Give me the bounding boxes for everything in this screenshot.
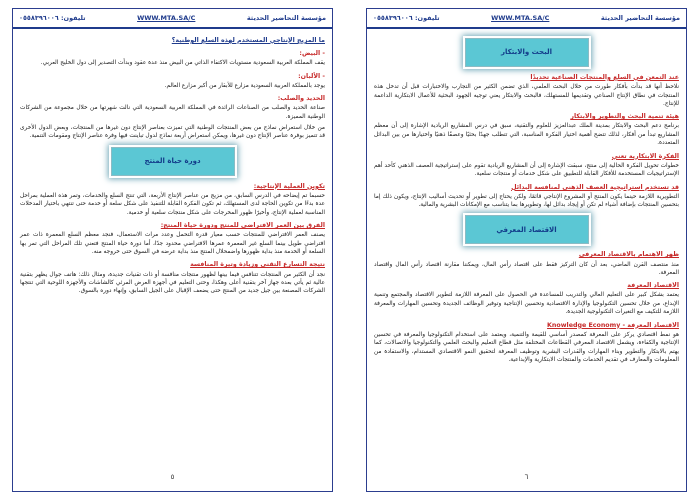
knowledge-economy-heading: الاقتصاد المعرفة - Knowledge Economy (547, 321, 679, 329)
dairy-paragraph: يوجد بالمملكة العربية السعودية مزارع للأبقار من أكبر مزارع العالم. (164, 82, 325, 89)
page-header (367, 9, 686, 29)
steel-paragraph: صناعة الحديد والصلب من الصناعات الرائدة في المملكة العربية السعودية التي نالت شهرتها من خلال مجموعة من الشركات الوطنية المميزة. (20, 105, 325, 120)
page-number: ٥ (170, 473, 175, 481)
research-paragraph: نلاحظ أنها قد بدأت بأفكار طورت من خلال البحث العلمي، الذي تضمن الكثير من التجارب والاختبارات قبل أن تدخل هذه المنتجات في نطاق الإنتاج الصناعي وتقديمها للمستهلك، فالبحث والابتكار يعني توجيه الجهود البحثية للأعمال الابتكارية الداعمة للإنتاج. (374, 84, 679, 107)
section-banner-knowledge-economy: الاقتصاد المعرفي (465, 215, 589, 244)
strategy-heading: قد تستخدم استراتيجية العصف الذهني لمنافسة البدائل (511, 183, 679, 191)
page-6 (366, 8, 687, 492)
process-heading: تكوين العملية الإنتاجية: (253, 182, 325, 190)
intro-paragraph: من خلال استعراض نماذج من بعض المنتجات الوطنية التي تميزت بعناصر الإنتاج دون غيرها من المنتجات، وبعض الدول الأخرى قد تتميز بوفرة عناصر الإنتاج دون غيرها، ويمكن استعراض أربعة نماذج لدول تباينت فيها وفرة عناصر الإنتاج ومقومات التنمية. (20, 125, 325, 140)
question-heading: ما المزيج الإنتاجي المستخدم لهذه السلع الوطنية؟ (171, 37, 325, 44)
eggs-heading: - البيض: (299, 50, 325, 58)
institute-name: مؤسسة التحاضير الحديثة (246, 14, 326, 22)
org-paragraph: برنامج دعم البحث والابتكار بمدينة الملك عبدالعزيز للعلوم والتقنية، سبق في درس المشاريع الريادية الإشارة إلى أن معظم المشاريع تبدأ من أفكار، لذلك تتضح أهمية اختيار الفكرة المناسبة، التي تتطلب جهدًا بحثيًا وعصفًا ذهنيًا واختيارها من بين البدائل المتعددة. (374, 123, 679, 147)
institute-name: مؤسسة التحاضير الحديثة (600, 14, 680, 22)
section-banner-research: البحث والابتكار (465, 38, 589, 67)
page-content (367, 29, 686, 364)
banner-wrapper (374, 38, 679, 67)
website-link[interactable]: WWW.MTA.SA/C (137, 14, 196, 22)
website-link[interactable]: WWW.MTA.SA/C (491, 14, 550, 22)
idea-heading: الفكرة الابتكارية تعني (611, 152, 679, 160)
strategy-paragraph: التطويرية اللازمة حينما يكون المنتج أو المشروع الإنتاجي قائمًا، ولكن يحتاج إلى تطوير أو تحديث أساليب الإنتاج، ويكون ذلك إما بتحسين المنتجات بإضافة أشياء لم تكن أو إيجاد بدائل لها، وتطويرها بما يتناسب مع الإمكانات البشرية والمالية. (374, 193, 679, 209)
result-paragraph: نجد أن الكثير من المنتجات تتنافس فيما بينها لظهور منتجات منافسة أو ذات تقنيات جديدة، ومثال ذلك: هاتف جوال يظهر بتقنية عالية ثم يأتي بعده جهاز آخر بتقنية أعلى وهكذا، وحتى التعليم في أجهزة العرض المرئي كالشاشات والأجهزة اللوحية التي تنتجها الشركات المصنعة بين جيل جديد من المنتج حتى يضعف الإقبال على الجيل السابق، وإنهاء دوره بالسوق. (20, 271, 325, 295)
steel-heading: الحديد والصلب: (277, 95, 325, 103)
difference-heading: الفرق بين العمر الافتراضي للمنتج ودورة حياة المنتج: (160, 222, 325, 230)
knowledge-economy-paragraph: هو نمط اقتصادي يركز على المعرفة كمصدر أساسي للقيمة والتنمية، ويعتمد على استخدام التكنولوجيا والمعرفة في تحسين الإنتاجية والكفاءة، ويشمل الاقتصاد المعرفي القطاعات المختلفة مثل قطاع التعليم والبحث العلمي والتكنولوجيا والاتصالات، كما يهتم بالابتكار والتطوير وبناء المهارات والقدرات البشرية وتوظيف المعرفة لتحقيق النمو الاقتصادي المستدام، والاستفادة من المعلومات والمعارف في تقديم الخدمات والمنتجات الابتكارية والإبداعية. (374, 331, 679, 363)
economy-heading: الاقتصاد المعرفة (627, 282, 679, 290)
dairy-heading: - الألبان: (298, 72, 325, 80)
page-header (13, 9, 332, 29)
result-heading: نتيجة التسارع التقني وزيادة وتيرة المنافسة (190, 261, 325, 269)
org-heading: هيئة تنمية البحث والتطوير والابتكار (570, 113, 679, 121)
banner-wrapper (374, 215, 679, 244)
difference-paragraph: يصنف العمر الافتراضي للمنتجات حسب معيار قدرة التحمل وعدد مرات الاستعمال، فنجد معظم السلع المعمرة ذات عمر افتراضي طويل بينما السلع غير المعمرة عمرها الافتراضي محدود جدًا، أما دورة حياة المنتج فتعني تلك المراحل التي تمر بها السلعة أو الخدمة منذ بداية ظهورها واضمحلال المنتج منذ بداية عرضه في السوق حتى خروجه منه. (20, 232, 325, 256)
eggs-paragraph: يقف المملكة العربية السعودية مستويات الاكتفاء الذاتي من البيض منذ عدة عقود وبدأت التصدير إلى دول الخليج العربي. (40, 60, 325, 67)
knowledge-heading: ظهر الاهتمام بالاقتصاد المعرفي (578, 251, 679, 259)
page-number: ٦ (524, 473, 529, 481)
page-5 (12, 8, 333, 492)
idea-paragraph: خطوات تحويل الفكرة الحالية إلى منتج، سبقت الإشارة إلى أن المشاريع الريادية تقوم على إستراتيجية العصف الذهني كأحد أهم الإستراتيجيات المستخدمة للأفكار القابلة للتطبيق على شكل خدمات أو منتجات سلعية. (374, 162, 679, 178)
page-content (13, 29, 332, 296)
banner-wrapper (20, 147, 325, 176)
section-banner-product-lifecycle: دورة حياة المنتج (111, 147, 235, 176)
economy-paragraph: يعتمد بشكل كبير على التعليم العالي والتدريب للمساعدة في الحصول على المعرفة اللازمة لتطوير الاقتصاد والمجتمع وتنمية الإبداع، من خلال تحسين التكنولوجيا والإدارة الاقتصادية وتحسين الإنتاجية وتوفير الوظائف الجديدة وتحسين المهارات والمعرفة اللازمة للتكيف مع التغيرات التكنولوجية الجديدة. (374, 292, 679, 316)
research-heading: عند التمعن في السلع والمنتجات الصناعية تحديدًا (530, 74, 679, 81)
phone-number: تليفون: ٠٥٥٨٣٩٦٠٠٦ (19, 14, 86, 22)
knowledge-paragraph: منذ منتصف القرن الماضي، بعد أن كان التركيز فقط على اقتصاد رأس المال، ويمكننا مقارنة اقتصاد رأس المال واقتصاد المعرفة. (374, 261, 679, 276)
phone-number: تليفون: ٠٥٥٨٣٩٦٠٠٦ (373, 14, 440, 22)
process-paragraph: حسبما تم إيضاحه في الدرس السابق، من مزيج من عناصر الإنتاج الأربعة، التي تنتج السلع والخدمات، وتمر هذه العملية بمراحل عدة بدءًا من تكوين الحاجة لدى المستهلك، ثم تكون الفكرة القابلة للتنفيذ على شكل سلعة أو خدمة حتى تنتهي باختيار المدخلات المناسبة لعملية الإنتاج، وأخيرًا ظهور المخرجات على شكل منتجات سلعية أو خدمية. (20, 192, 325, 216)
